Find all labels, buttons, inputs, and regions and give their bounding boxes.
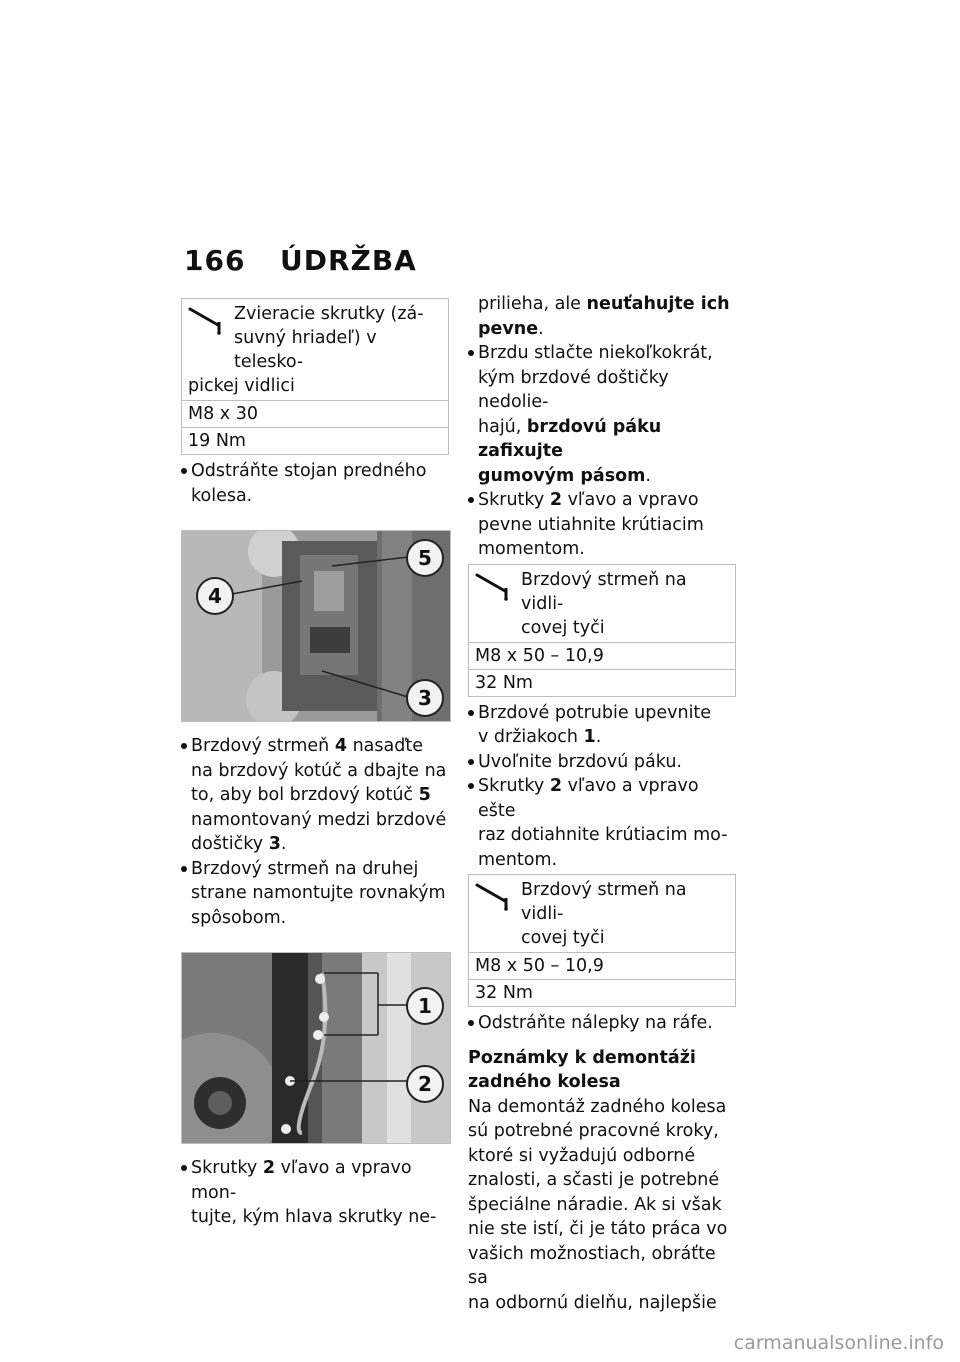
note-heading: Poznámky k demontáži zadného kolesa	[468, 1047, 696, 1092]
bullet-dot	[468, 759, 474, 765]
bullet-dot	[181, 468, 187, 474]
spec-thread: M8 x 50 – 10,9	[469, 642, 735, 669]
callout-1: 1	[406, 987, 444, 1025]
page-header	[184, 244, 417, 277]
spec-heading	[469, 565, 735, 642]
watermark: carmanualsonline.info	[733, 1332, 944, 1354]
bullet-dot	[468, 1020, 474, 1026]
figure-brake-line-holders	[181, 952, 451, 1144]
callout-4: 4	[196, 577, 234, 615]
bullet-dot	[468, 350, 474, 356]
callout-3: 3	[406, 679, 444, 717]
figure-brake-caliper	[181, 530, 451, 722]
spec-title-line3: pickej vidlici	[188, 376, 295, 396]
spec-thread: M8 x 30	[182, 400, 448, 427]
bullet-dot	[181, 1165, 187, 1171]
torque-spec-caliper-2	[468, 874, 736, 1007]
spec-heading	[469, 875, 735, 952]
step-remove-stickers: Odstráňte nálepky na ráfe.	[468, 1011, 736, 1036]
spec-title-line1: Brzdový strmeň na vidli-	[521, 880, 687, 924]
spec-torque: 32 Nm	[469, 669, 735, 696]
torque-spec-fork-clamp	[181, 298, 449, 455]
step-other-side-caliper: Brzdový strmeň na druhej strane namontujte rovnakým spôsobom.	[181, 857, 449, 931]
front-fork-photo	[182, 953, 450, 1143]
spec-heading	[182, 299, 448, 400]
callout-2: 2	[406, 1065, 444, 1103]
torque-wrench-icon	[475, 881, 515, 911]
spec-title-line2: suvný hriadeľ) v telesko-	[234, 328, 377, 372]
page-number: 166	[184, 244, 246, 277]
section-title: ÚDRŽBA	[280, 244, 417, 277]
step-retighten-bolts: Skrutky 2 vľavo a vpravo ešte raz dotiahnite krútiacim mo- mentom.	[468, 774, 736, 872]
step-continuation: prilieha, ale neuťahujte ich pevne.	[478, 294, 730, 339]
bullet-dot	[468, 497, 474, 503]
step-fit-caliper: Brzdový strmeň 4 nasaďte na brzdový kotúč a dbajte na to, aby bol brzdový kotúč 5 namontovaný medzi brzdové doštičky 3.	[181, 734, 449, 857]
spec-title-line1: Brzdový strmeň na vidli-	[521, 569, 687, 614]
bullet-dot	[468, 710, 474, 716]
step-secure-brake-line: Brzdové potrubie upevnite v držiakoch 1.	[468, 701, 736, 750]
right-column	[468, 292, 736, 1315]
callout-5: 5	[406, 539, 444, 577]
spec-title-line2: covej tyči	[521, 928, 605, 948]
torque-wrench-icon	[188, 305, 228, 335]
spec-thread: M8 x 50 – 10,9	[469, 952, 735, 979]
bullet-dot	[181, 743, 187, 749]
bullet-dot	[181, 866, 187, 872]
step-install-bolts: Skrutky 2 vľavo a vpravo mon- tujte, kým hlava skrutky ne-	[181, 1156, 449, 1230]
step-pump-brake: Brzdu stlačte niekoľkokrát, kým brzdové doštičky nedolie- hajú, brzdovú páku zafixujte gumovým pásom.	[468, 341, 736, 488]
step-remove-front-stand: Odstráňte stojan predného kolesa.	[181, 459, 449, 508]
spec-title-line2: covej tyči	[521, 617, 605, 638]
torque-wrench-icon	[475, 571, 515, 601]
step-release-lever: Uvoľnite brzdovú páku.	[468, 750, 736, 775]
spec-torque: 32 Nm	[469, 979, 735, 1006]
note-body: Na demontáž zadného kolesa sú potrebné pracovné kroky, ktoré si vyžadujú odborné znalosti, a sčasti je potrebné špeciálne náradie. Ak si však nie ste istí, či je táto práca vo vašich možnostiach, obráťte sa na odbornú dielňu, najlepšie	[468, 1096, 728, 1313]
spec-title-line1: Zvieracie skrutky (zá-	[234, 304, 424, 324]
spec-torque: 19 Nm	[182, 427, 448, 454]
step-tighten-bolts: Skrutky 2 vľavo a vpravo pevne utiahnite krútiacim momentom.	[468, 488, 736, 562]
left-column	[181, 296, 449, 1230]
torque-spec-caliper-1	[468, 564, 736, 697]
bullet-dot	[468, 783, 474, 789]
